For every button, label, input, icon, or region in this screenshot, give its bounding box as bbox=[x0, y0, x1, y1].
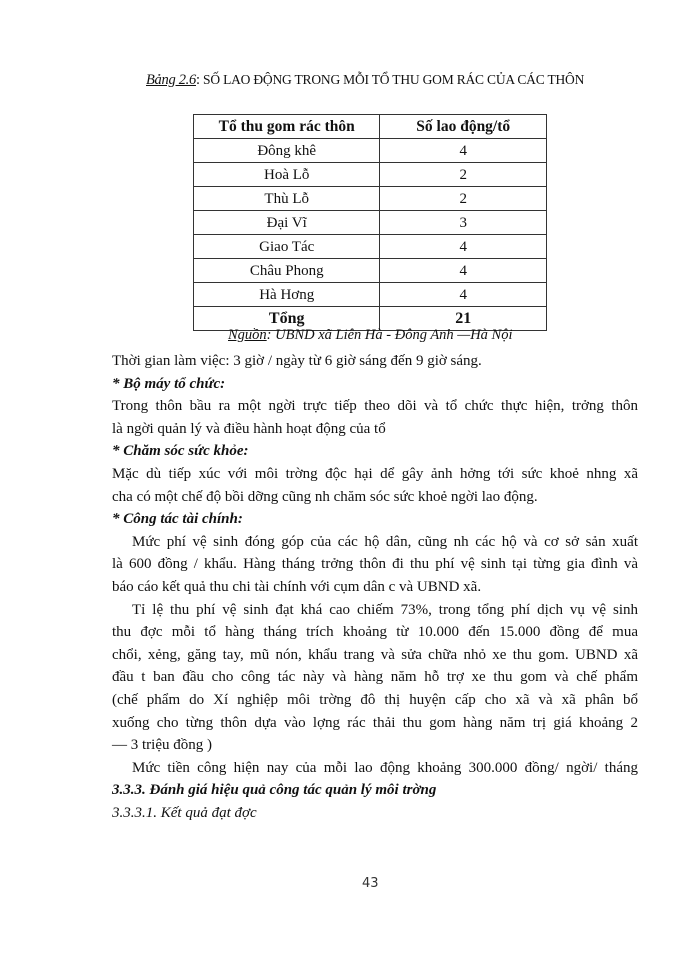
health-line: Mặc dù tiếp xúc với môi trờng độc hại dể gây ảnh hởng tới sức khoẻ nhng xã bbox=[112, 465, 638, 482]
cell-team: Châu Phong bbox=[194, 259, 380, 283]
finance-para2-line: xuống cho từng thôn dựa vào lợng rác thải thu gom hàng năm trị giá khoảng 2 bbox=[112, 714, 638, 731]
wage-line: Mức tiền công hiện nay của mỗi lao động khoảng 300.000 đồng/ ngời/ tháng bbox=[132, 759, 638, 776]
table-row bbox=[194, 283, 547, 307]
cell-count: 4 bbox=[380, 139, 547, 163]
body-text bbox=[112, 350, 638, 824]
finance-para1-line: báo cáo kết quả thu chi tài chính với cụm dân c và UBND xã. bbox=[112, 578, 482, 595]
workers-table bbox=[193, 114, 547, 331]
caption-label: Bảng 2.6 bbox=[146, 72, 196, 88]
section-heading: 3.3.3. Đánh giá hiệu quả công tác quản lý môi trờng bbox=[112, 782, 437, 799]
caption-separator: : bbox=[195, 72, 204, 88]
finance-para2-line: đầu t ban đầu cho công tác này và hàng năm hỗ trợ xe thu gom và chế phẩm bbox=[112, 669, 638, 686]
cell-team: Hoà Lỗ bbox=[194, 163, 380, 187]
finance-para2-line: chổi, xẻng, găng tay, mũ nón, khẩu trang và sửa chữa nhỏ xe thu gom. UBND xã bbox=[112, 646, 638, 663]
cell-team: Hà Hơng bbox=[194, 283, 380, 307]
org-heading: * Bộ máy tổ chức: bbox=[112, 375, 226, 392]
source-text: : UBND xã Liên Hà - Đông Anh —Hà Nội bbox=[266, 327, 513, 343]
health-line: cha có một chế độ bồi dỡng cũng nh chăm sóc sức khoẻ ngời lao động. bbox=[112, 488, 538, 505]
cell-count: 3 bbox=[380, 211, 547, 235]
table-row bbox=[194, 235, 547, 259]
header-workers: Số lao động/tổ bbox=[380, 115, 547, 139]
finance-para2-line: (chế phẩm do Xí nghiệp môi trờng đô thị huyện cấp cho xã và xã phân bổ bbox=[112, 691, 638, 708]
table-caption bbox=[146, 72, 584, 89]
table-source bbox=[228, 327, 513, 344]
work-time-line: Thời gian làm việc: 3 giờ / ngày từ 6 giờ sáng đến 9 giờ sáng. bbox=[112, 353, 482, 369]
table-row bbox=[194, 163, 547, 187]
cell-team: Đại Vĩ bbox=[194, 211, 380, 235]
health-heading: * Chăm sóc sức khỏe: bbox=[112, 443, 249, 460]
finance-heading: * Công tác tài chính: bbox=[112, 511, 243, 528]
cell-count: 2 bbox=[380, 163, 547, 187]
finance-para2-line: Tỉ lệ thu phí vệ sinh đạt khá cao chiếm 73%, trong tổng phí dịch vụ vệ sinh bbox=[132, 601, 638, 618]
finance-para2-line: — 3 triệu đồng ) bbox=[112, 737, 212, 754]
org-line: là ngời quản lý và điều hành hoạt động của tổ bbox=[112, 420, 386, 437]
total-label: Tổng bbox=[194, 307, 380, 331]
finance-para2-line: thu đợc mỗi tổ hàng tháng trích khoảng từ 10.000 đến 15.000 đồng để mua bbox=[112, 624, 638, 641]
cell-team: Đông khê bbox=[194, 139, 380, 163]
table-row bbox=[194, 139, 547, 163]
table-row bbox=[194, 187, 547, 211]
source-label: Nguồn bbox=[228, 327, 267, 343]
finance-para1-line: là 600 đồng / khẩu. Hàng tháng trởng thôn đi thu phí vệ sinh tại từng gia đình và bbox=[112, 556, 638, 573]
cell-count: 4 bbox=[380, 259, 547, 283]
cell-count: 4 bbox=[380, 235, 547, 259]
header-team: Tổ thu gom rác thôn bbox=[194, 115, 380, 139]
finance-para1-line: Mức phí vệ sinh đóng góp của các hộ dân, cũng nh các hộ và cơ sở sản xuất bbox=[132, 533, 638, 550]
cell-count: 4 bbox=[380, 283, 547, 307]
table-header-row bbox=[194, 115, 547, 139]
cell-team: Thù Lỗ bbox=[194, 187, 380, 211]
caption-title: SỐ LAO ĐỘNG TRONG MỖI TỔ THU GOM RÁC CỦA CÁC THÔN bbox=[203, 72, 585, 87]
cell-team: Giao Tác bbox=[194, 235, 380, 259]
cell-count: 2 bbox=[380, 187, 547, 211]
org-line: Trong thôn bầu ra một ngời trực tiếp theo dõi và tổ chức thực hiện, trởng thôn bbox=[112, 398, 638, 415]
table-row bbox=[194, 259, 547, 283]
subsection-heading: 3.3.3.1. Kết quả đạt đợc bbox=[112, 804, 257, 821]
table-row bbox=[194, 211, 547, 235]
total-count: 21 bbox=[380, 307, 547, 331]
page-number: 43 bbox=[362, 876, 379, 891]
